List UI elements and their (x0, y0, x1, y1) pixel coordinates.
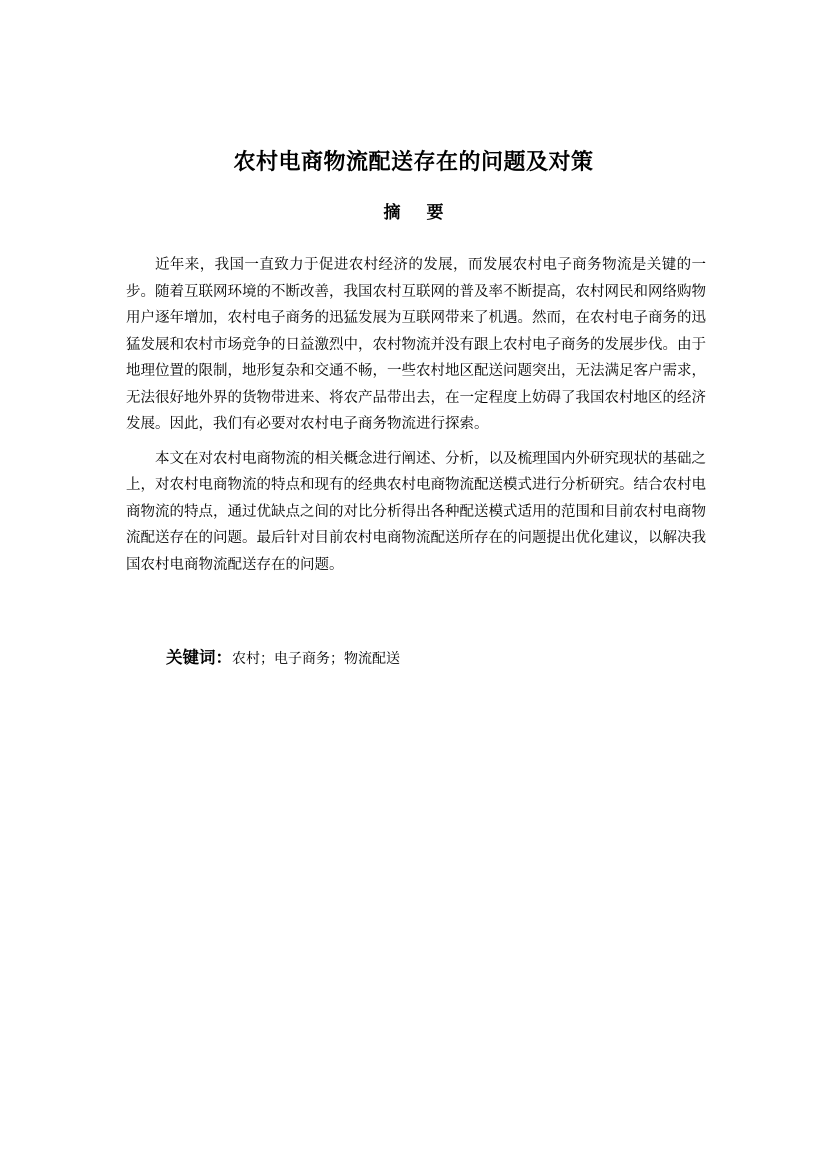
keyword-separator: ； (260, 651, 274, 667)
document-title: 农村电商物流配送存在的问题及对策 (233, 150, 594, 175)
abstract-paragraph-2: 本文在对农村电商物流的相关概念进行阐述、分析，以及梳理国内外研究现状的基础之上，对农村电商物流的特点和现有的经典农村电商物流配送模式进行分析研究。结合农村电商物流的特点，通过优缺点之间的对比分析得出各种配送模式适用的范围和目前农村电商物流配送存在的问题。最后针对目前农村电商物流配送所存在的问题提出优化建议，以解决我国农村电商物流配送存在的问题。 (126, 450, 706, 573)
keywords-label: 关键词： (166, 648, 232, 667)
abstract-heading: 摘 要 (383, 203, 454, 223)
keywords-line (166, 645, 400, 672)
keyword-item: 电子商务 (274, 651, 330, 667)
keyword-item: 物流配送 (344, 651, 400, 667)
keyword-separator: ； (330, 651, 344, 667)
abstract-body (126, 252, 706, 578)
abstract-paragraph-1: 近年来，我国一直致力于促进农村经济的发展，而发展农村电子商务物流是关键的一步。随着互联网环境的不断改善，我国农村互联网的普及率不断提高，农村网民和网络购物用户逐年增加，农村电子商务的迅猛发展为互联网带来了机遇。然而，在农村电子商务的迅猛发展和农村市场竞争的日益激烈中，农村物流并没有跟上农村电子商务的发展步伐。由于地理位置的限制，地形复杂和交通不畅，一些农村地区配送问题突出，无法满足客户需求，无法很好地外界的货物带进来、将农产品带出去，在一定程度上妨碍了我国农村地区的经济发展。因此，我们有必要对农村电子商务物流进行探索。 (126, 257, 706, 432)
keyword-item: 农村 (232, 651, 260, 667)
